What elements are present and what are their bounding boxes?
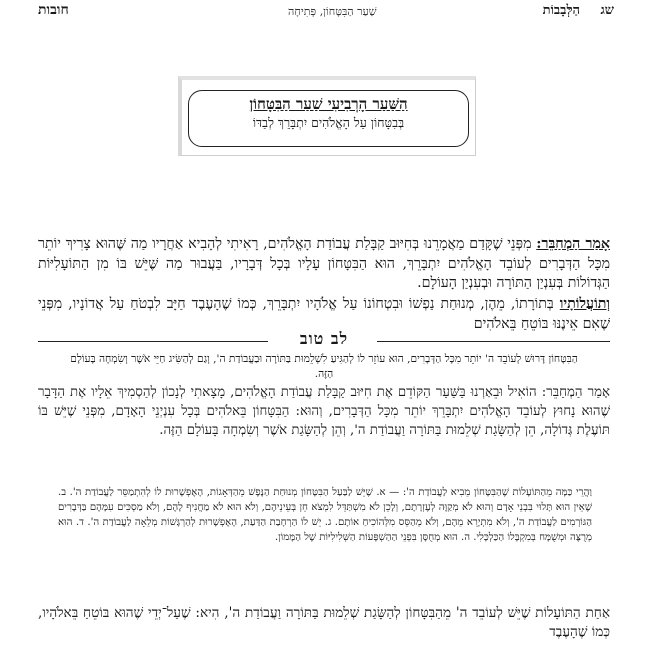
chapter-title: הַשַּׁעַר הָרְבִיעִי שַׁעַר הַבִּטָּחוֹן bbox=[249, 95, 408, 113]
commentary-paragraph bbox=[38, 384, 610, 440]
paragraph-lead: וְתוֹעֲלוֹתָיו bbox=[559, 296, 610, 312]
section-divider bbox=[38, 331, 610, 351]
commentary-lead: אָמַר הַמְחַבֵּר: bbox=[541, 385, 610, 400]
last-paragraph bbox=[38, 604, 610, 642]
gate-caption: שַׁעַר הַבִּטָּחוֹן, פְּתִיחָה bbox=[288, 5, 377, 18]
footnote-text: וַהֲרֵי כַּמָּה מֵהַתּוֹעָלוֹת שֶׁהַבִּטָּחוֹן מֵבִיא לַעֲבוֹדַת ה': — א. שֶׁיֵּשׁ לַבַּעַל הַבִּטָּחוֹן מְנוּחַת הַנֶּפֶשׁ מֵהַדְּאָגוֹת, הָאֶפְשָׁרוּת לוֹ לְהִתְמַסֵּר לַעֲבוֹדַת ה'. ב. שֶׁאֵין הוּא תָּלוּי בִּבְנֵי אָדָם וְהוּא לֹא מְקַוֶּה לְעֶזְרָתָם, וְלָכֵן לֹא מִשְׁתַּדֵּל לִמְצֹא חֵן בְּעֵינֵיהֶם, וְלֹא הוּא לֹא מַחֲנִיף לָהֶם, וְלֹא מַסְכִּים עִמָּהֶם בַּדְּבָרִים הַגּוֹרְמִים לַעֲבוֹדַת ה', וְלֹא מִתְיָרֵא מֵהֶם, וְלֹא מְהַסֵּס מִלְּהוֹכִיחַ אוֹתָם. ג. יֵשׁ לוֹ הַרְחָבַת הַדַּעַת, הָאֶפְשָׁרוּת לְהַרְגָּשׁוֹת מְלֵאָה לַעֲבוֹדַת ה'. ד. הוּא מְרֻצֶּה וּמְשֻׁמָּח בְּמִקְבָּלוֹ הַכַּלְכָּלִי. ה. הוּא מְחֻסָּן בִּפְנֵי הַהַשְׁפָּעוֹת הַשְּׁלִילִיּוֹת שֶׁל הַמָּמוֹן. bbox=[58, 487, 592, 544]
paragraph-body: מִפְּנֵי שֶׁקָּדַם מַאֲמָרֵנוּ בְּחִיּוּב קַבָּלַת עֲבוֹדַת הָאֱלֹהִים, רָאִיתִי לְהָבִיא אַחֲרָיו מַה שֶּׁהוּא צָרִיךְ יוֹתֵר מִכָּל הַדְּבָרִים לְעוֹבֵד הָאֱלֹהִים יִתְבָּרֵךְ, הוּא הַבִּטָּחוֹן עָלָיו בְּכָל דְּבָרָיו, בַּעֲבוּר מַה שֶּׁיֵּשׁ בּוֹ מִן הַתּוֹעָלִיּוֹת הַגְּדוֹלוֹת בְּעִנְיַן הַתּוֹרָה וּבְעִנְיַן הָעוֹלָם. bbox=[38, 236, 610, 291]
page-number: שג bbox=[600, 3, 614, 18]
book-section: הַלְּבָבוֹת bbox=[542, 3, 580, 18]
chapter-subtitle: בְּבִטָּחוֹן עַל הָאֱלֹהִים יִתְבָּרֵךְ לְבַדּוֹ bbox=[252, 115, 405, 130]
commentary-body: הוֹאִיל וּבֵאַרְנוּ בַּשַּׁעַר הַקּוֹדֵם אֶת חִיּוּב קַבָּלַת עֲבוֹדַת הָאֱלֹהִים, מָצָאתִי לְנָכוֹן לְהַסְמִיךְ אֵלָיו אֶת הַדָּבָר שֶׁהוּא נָחוּץ לְעוֹבֵד הָאֱלֹהִים יִתְבָּרֵךְ יוֹתֵר מִכָּל הַדְּבָרִים, וְהוּא: הַבִּטָּחוֹן בֵּאלֹהִים בְּכָל עִנְיְנֵי הָאָדָם, מִפְּנֵי שֶׁיֵּשׁ בּוֹ תּוֹעֶלֶת גְּדוֹלָה, הֵן לְהַשָּׂגַת שְׁלֵמוּת בַּתּוֹרָה וַעֲבוֹדַת ה', וְהֵן לְהַשָּׂגַת אֹשֶׁר וְשִׂמְחָה בָּעוֹלָם הַזֶּה. bbox=[38, 385, 610, 438]
divider-label: לב טוב bbox=[299, 329, 349, 348]
chapter-title-box bbox=[178, 76, 476, 156]
main-paragraph-1 bbox=[38, 235, 610, 294]
paragraph-body: בְּתוֹרָתוֹ, מֵהֶן, מְנוּחַת נַפְשׁוֹ וּבִטְחוֹנוֹ עַל אֱלֹהָיו יִתְבָּרֵךְ, כְּמוֹ שֶׁהָעֶבֶד חַיָּב לִבְטֹחַ עַל אֲדוֹנָיו, מִפְּנֵי שֶׁאִם אֵינֶנּוּ בּוֹטֵחַ בֵּאלֹהִים bbox=[38, 296, 610, 332]
title-frame bbox=[188, 90, 469, 147]
book-title: חובות bbox=[38, 2, 69, 18]
paragraph-lead: אָמַר הַמְחַבֵּר: bbox=[536, 236, 610, 252]
paragraph-lead: אַחַת הַתּוֹעָלוֹת bbox=[535, 605, 610, 621]
paragraph-body: שֶׁיֵּשׁ לְעוֹבֵד ה' מֵהַבִּטָּחוֹן לְהַשָּׂגַת שְׁלֵמוּת בַּתּוֹרָה וַעֲבוֹדַת ה', הִיא: שֶׁעַל־יְדֵי שֶׁהוּא בּוֹטֵחַ בֵּאלֹהָיו, כְּמוֹ שֶׁהָעֶבֶד bbox=[38, 605, 610, 640]
running-header bbox=[38, 2, 614, 24]
summary-text: הַבִּטָּחוֹן דָּרוּשׁ לְעוֹבֵד ה' יוֹתֵר מִכָּל הַדְּבָרִים, הוּא עוֹזֵר לוֹ לְהַגִּיעַ לִשְׁלֵמוּת בַּתּוֹרָה וּבַעֲבוֹדַת ה', וְגַם לְהַשִּׂיג חַיֵּי אֹשֶׁר וְשִׂמְחָה בָּעוֹלָם הַזֶּה. bbox=[70, 353, 578, 381]
